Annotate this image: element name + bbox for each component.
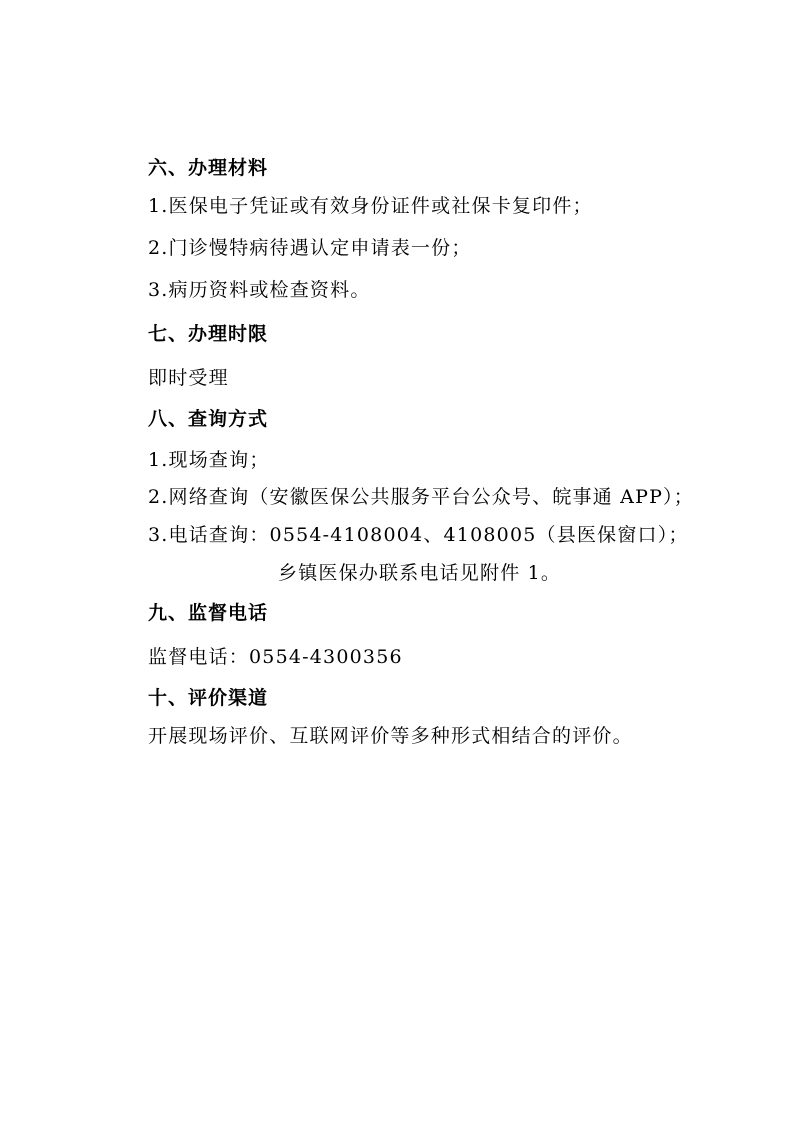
- section-heading-inquiry: 八、查询方式: [148, 408, 269, 430]
- materials-item-1: 1.医保电子凭证或有效身份证件或社保卡复印件；: [148, 195, 593, 217]
- section-heading-evaluation: 十、评价渠道: [148, 687, 269, 709]
- supervision-body: 监督电话：0554-4300356: [148, 646, 403, 668]
- evaluation-body: 开展现场评价、互联网评价等多种形式相结合的评价。: [148, 725, 633, 747]
- inquiry-note: 乡镇医保办联系电话见附件 1。: [278, 562, 562, 584]
- inquiry-item-2: 2.网络查询（安徽医保公共服务平台公众号、皖事通 APP）；: [148, 486, 694, 508]
- inquiry-item-1: 1.现场查询；: [148, 449, 270, 471]
- section-heading-time-limit: 七、办理时限: [148, 323, 269, 345]
- section-heading-supervision: 九、监督电话: [148, 602, 269, 624]
- section-heading-materials: 六、办理材料: [148, 157, 269, 179]
- materials-item-2: 2.门诊慢特病待遇认定申请表一份；: [148, 237, 472, 259]
- inquiry-item-3: 3.电话查询：0554-4108004、4108005（县医保窗口）；: [148, 524, 689, 546]
- materials-item-3: 3.病历资料或检查资料。: [148, 279, 371, 301]
- time-limit-body: 即时受理: [148, 367, 229, 389]
